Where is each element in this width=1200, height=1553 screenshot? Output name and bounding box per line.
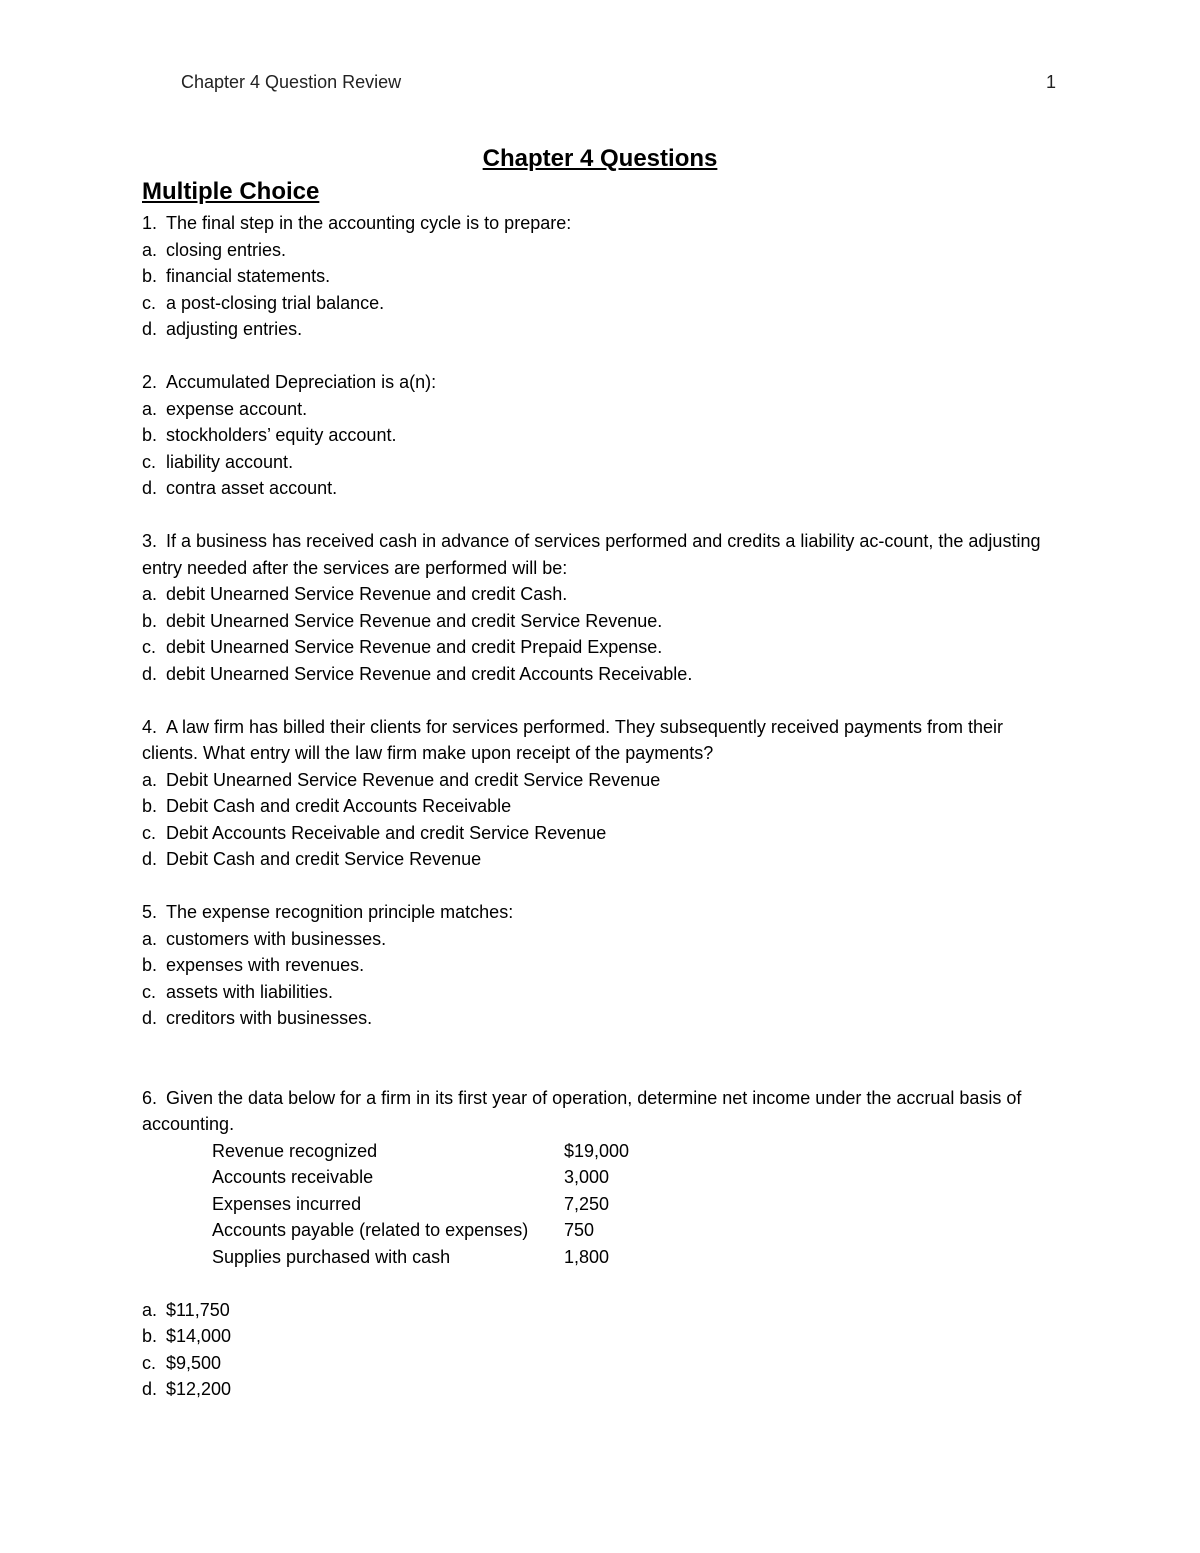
page-number: 1 xyxy=(1046,72,1057,92)
data-label: Accounts payable (related to expenses) xyxy=(212,1220,529,1240)
answer-option xyxy=(142,396,1062,423)
question-1 xyxy=(142,210,1062,343)
data-value: 7,250 xyxy=(564,1193,610,1214)
data-row xyxy=(212,1191,1062,1218)
option-text: debit Unearned Service Revenue and credit Cash. xyxy=(166,584,568,604)
option-letter: a. xyxy=(142,584,158,604)
spacer xyxy=(142,502,1062,529)
answer-option xyxy=(142,979,1062,1006)
option-text: Debit Cash and credit Accounts Receivable xyxy=(166,796,512,816)
question-text: The final step in the accounting cycle is to prepare: xyxy=(166,213,572,233)
option-letter: a. xyxy=(142,239,158,260)
question-number: 3. xyxy=(142,531,158,551)
option-text: Debit Unearned Service Revenue and credit Service Revenue xyxy=(166,769,661,790)
data-label: Expenses incurred xyxy=(212,1193,362,1214)
option-letter: a. xyxy=(142,398,158,419)
question-stem xyxy=(142,899,1062,926)
question-stem xyxy=(142,1085,1062,1138)
answer-option xyxy=(142,767,1062,794)
option-letter: c. xyxy=(142,637,157,657)
answer-option xyxy=(142,237,1062,264)
option-letter: c. xyxy=(142,451,157,472)
option-text: Debit Cash and credit Service Revenue xyxy=(166,849,482,869)
data-row xyxy=(212,1138,1062,1165)
question-text: Accumulated Depreciation is a(n): xyxy=(166,372,437,392)
question-stem xyxy=(142,528,1062,581)
option-letter: c. xyxy=(142,1352,157,1373)
spacer xyxy=(142,1032,1062,1059)
question-text: Given the data below for a firm in its first year of operation, determine net income under the accrual basis of accounting. xyxy=(142,1087,1022,1134)
answer-option xyxy=(142,316,1062,343)
option-letter: d. xyxy=(142,663,158,684)
answer-option xyxy=(142,422,1062,449)
answer-option xyxy=(142,449,1062,476)
data-value: 3,000 xyxy=(564,1167,610,1187)
option-text: customers with businesses. xyxy=(166,928,387,949)
option-letter: b. xyxy=(142,425,158,445)
page-title: Chapter 4 Questions xyxy=(482,145,718,172)
answer-option xyxy=(142,290,1062,317)
answer-option xyxy=(142,263,1062,290)
option-letter: c. xyxy=(142,292,157,313)
option-text: financial statements. xyxy=(166,266,331,286)
data-row xyxy=(212,1164,1062,1191)
option-text: a post-closing trial balance. xyxy=(166,292,385,313)
section-title: Multiple Choice xyxy=(142,178,320,205)
option-text: assets with liabilities. xyxy=(166,981,334,1002)
option-text: debit Unearned Service Revenue and credit Prepaid Expense. xyxy=(166,637,663,657)
spacer xyxy=(142,343,1062,370)
option-text: $12,200 xyxy=(166,1379,232,1399)
option-letter: b. xyxy=(142,610,158,631)
answer-option xyxy=(142,846,1062,873)
option-letter: a. xyxy=(142,928,158,949)
data-label: Supplies purchased with cash xyxy=(212,1246,451,1267)
question-number: 6. xyxy=(142,1087,158,1108)
answer-option xyxy=(142,608,1062,635)
spacer xyxy=(142,687,1062,714)
option-text: liability account. xyxy=(166,451,294,472)
option-text: creditors with businesses. xyxy=(166,1008,373,1028)
question-stem xyxy=(142,369,1062,396)
answer-option xyxy=(142,475,1062,502)
question-number: 5. xyxy=(142,902,158,922)
option-letter: d. xyxy=(142,319,158,339)
option-text: debit Unearned Service Revenue and credit Service Revenue. xyxy=(166,610,663,631)
answer-option xyxy=(142,1297,1062,1324)
question-5 xyxy=(142,899,1062,1032)
option-text: $11,750 xyxy=(166,1299,230,1320)
spacer xyxy=(142,1058,1062,1085)
financial-data-table xyxy=(212,1138,1062,1271)
option-letter: b. xyxy=(142,1326,158,1346)
answer-option xyxy=(142,661,1062,688)
answer-option xyxy=(142,1005,1062,1032)
option-letter: b. xyxy=(142,266,158,286)
option-text: Debit Accounts Receivable and credit Service Revenue xyxy=(166,822,607,843)
question-number: 1. xyxy=(142,213,158,233)
question-6 xyxy=(142,1085,1062,1403)
question-text: If a business has received cash in advance of services performed and credits a liability ac-count, the adjusting entry needed after the services are performed will be: xyxy=(142,531,1041,578)
option-letter: c. xyxy=(142,822,157,843)
data-label: Accounts receivable xyxy=(212,1167,374,1187)
question-3 xyxy=(142,528,1062,687)
question-number: 4. xyxy=(142,716,158,737)
option-letter: d. xyxy=(142,849,158,869)
data-value: $19,000 xyxy=(564,1140,630,1161)
spacer xyxy=(142,1270,1062,1297)
answer-option xyxy=(142,1323,1062,1350)
answer-option xyxy=(142,1376,1062,1403)
answer-option xyxy=(142,952,1062,979)
option-letter: d. xyxy=(142,1379,158,1399)
data-value: 1,800 xyxy=(564,1246,610,1267)
option-text: adjusting entries. xyxy=(166,319,303,339)
option-letter: d. xyxy=(142,1008,158,1028)
answer-option xyxy=(142,926,1062,953)
option-letter: b. xyxy=(142,955,158,975)
option-letter: c. xyxy=(142,981,157,1002)
option-letter: a. xyxy=(142,769,158,790)
option-text: $14,000 xyxy=(166,1326,232,1346)
data-value: 750 xyxy=(564,1220,595,1240)
option-letter: b. xyxy=(142,796,158,816)
question-stem xyxy=(142,210,1062,237)
option-text: expense account. xyxy=(166,398,308,419)
option-text: closing entries. xyxy=(166,239,287,260)
option-text: contra asset account. xyxy=(166,478,338,498)
option-text: $9,500 xyxy=(166,1352,222,1373)
option-text: stockholders’ equity account. xyxy=(166,425,397,445)
question-number: 2. xyxy=(142,372,158,392)
question-4 xyxy=(142,714,1062,873)
question-stem xyxy=(142,714,1062,767)
question-list xyxy=(142,210,1062,1403)
data-label: Revenue recognized xyxy=(212,1140,378,1161)
running-head: Chapter 4 Question Review xyxy=(181,72,402,92)
option-text: expenses with revenues. xyxy=(166,955,365,975)
question-2 xyxy=(142,369,1062,502)
answer-option xyxy=(142,793,1062,820)
answer-option xyxy=(142,581,1062,608)
answer-option xyxy=(142,820,1062,847)
question-text: The expense recognition principle matches: xyxy=(166,902,514,922)
answer-option xyxy=(142,1350,1062,1377)
question-text: A law firm has billed their clients for services performed. They subsequently received payments from their clients. What entry will the law firm make upon receipt of the payments? xyxy=(142,716,1004,763)
option-text: debit Unearned Service Revenue and credit Accounts Receivable. xyxy=(166,663,693,684)
data-row xyxy=(212,1217,1062,1244)
option-letter: d. xyxy=(142,478,158,498)
data-row xyxy=(212,1244,1062,1271)
spacer xyxy=(142,873,1062,900)
answer-option xyxy=(142,634,1062,661)
option-letter: a. xyxy=(142,1299,158,1320)
